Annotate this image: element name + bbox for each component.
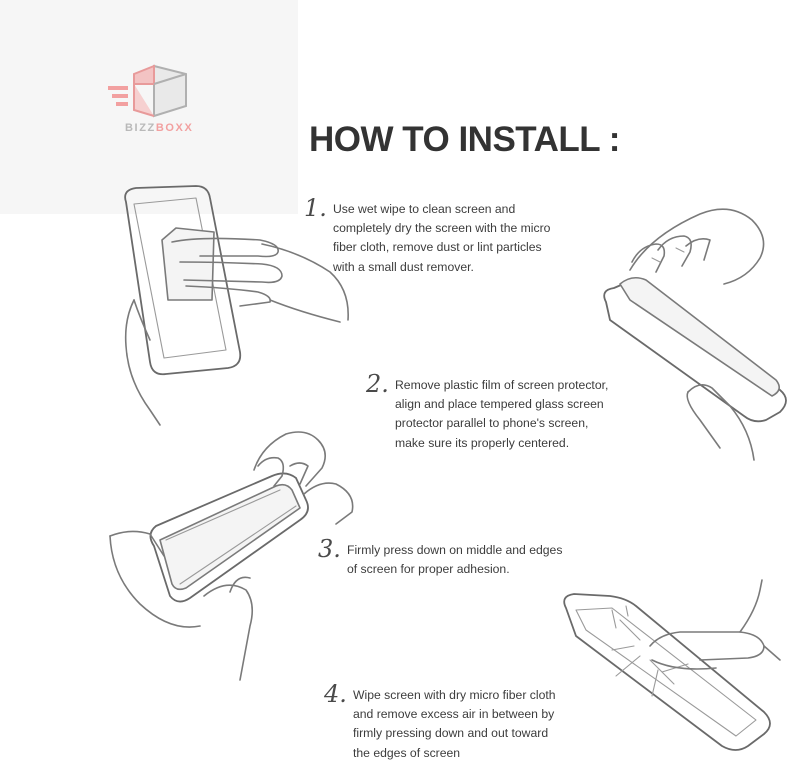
- step-3-line: of screen for proper adhesion.: [347, 562, 510, 577]
- page-title: HOW TO INSTALL :: [309, 120, 620, 159]
- step-4-text: [353, 686, 556, 763]
- step-4-line: and remove excess air in between by: [353, 707, 555, 722]
- step-3-number: 3.: [318, 535, 341, 563]
- step-1-line: fiber cloth, remove dust or lint particles: [333, 240, 542, 255]
- step-4-number: 4.: [324, 680, 347, 708]
- step-2-line: Remove plastic film of screen protector,: [395, 378, 609, 392]
- step-3-line: Firmly press down on middle and edges: [347, 543, 563, 557]
- step-1-line: completely dry the screen with the micro: [333, 221, 551, 236]
- step-2-number: 2.: [366, 370, 389, 398]
- illustration-step-4: [564, 580, 780, 750]
- illustration-step-3: [110, 432, 353, 680]
- step-2-line: align and place tempered glass screen: [395, 397, 604, 412]
- step-1-line: with a small dust remover.: [333, 259, 474, 274]
- step-2-line: make sure its properly centered.: [395, 435, 570, 450]
- step-4-line: firmly pressing down and out toward: [353, 726, 549, 741]
- step-3-text: [347, 541, 562, 579]
- step-1-text: [333, 200, 550, 277]
- step-2-text: [395, 376, 608, 453]
- step-4-line: Wipe screen with dry micro fiber cloth: [353, 688, 556, 702]
- illustration-step-2: [604, 209, 786, 460]
- logo-text-part2: BOXX: [155, 122, 194, 134]
- step-4-line: the edges of screen: [353, 745, 461, 760]
- step-1-line: Use wet wipe to clean screen and: [333, 202, 516, 216]
- step-2-line: protector parallel to phone's screen,: [395, 416, 589, 431]
- step-1-number: 1.: [304, 194, 327, 222]
- logo-text-part1: BIZZ: [125, 122, 156, 134]
